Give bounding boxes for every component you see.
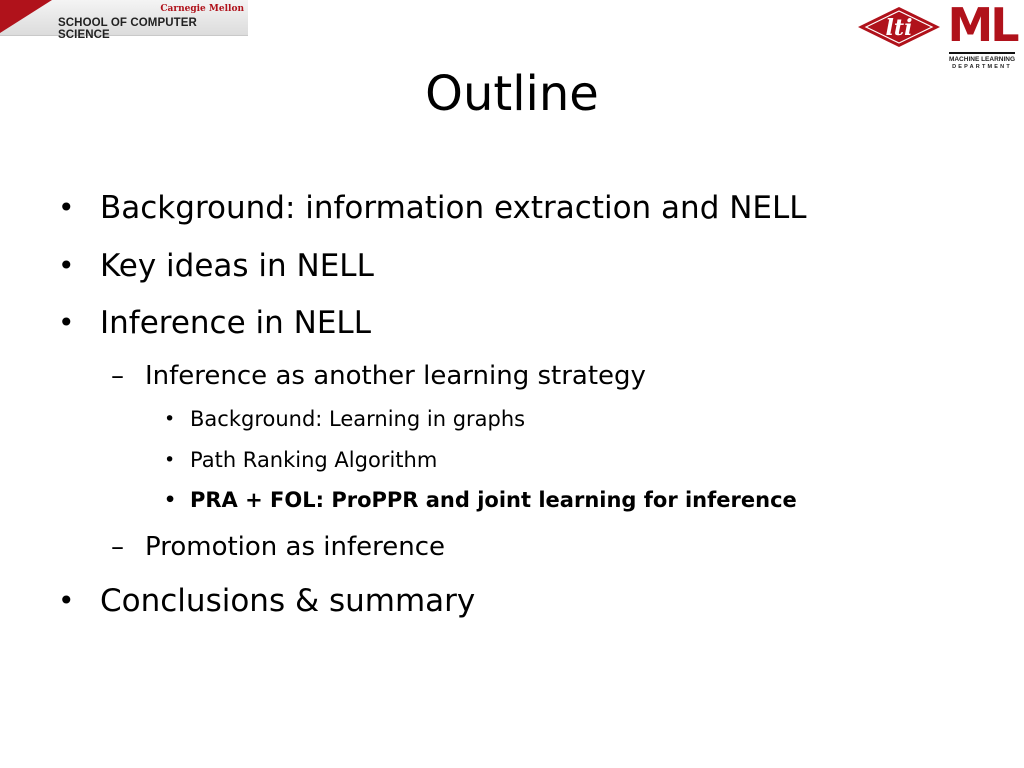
bullet-marker-icon: • [164, 449, 176, 471]
ml-logo-divider [949, 52, 1015, 54]
school-name: SCHOOL OF COMPUTER SCIENCE [58, 17, 197, 41]
lti-logo-icon [856, 5, 942, 49]
sub-sub-bullet-item [164, 488, 797, 512]
university-name: Carnegie Mellon [160, 4, 244, 14]
bullet-text: Background: information extraction and NELL [100, 190, 807, 226]
bullet-text: Conclusions & summary [100, 583, 476, 619]
slide-title: Outline [425, 66, 599, 122]
cmu-red-triangle-icon [0, 0, 52, 33]
bullet-marker-icon: • [164, 489, 177, 511]
bullet-marker-icon: • [58, 584, 75, 617]
sub-bullet-item [111, 361, 646, 391]
bullet-marker-icon: • [58, 306, 75, 339]
sub-sub-bullet-text: PRA + FOL: ProPPR and joint learning for inference [190, 488, 797, 512]
bullet-item [58, 305, 371, 341]
bullet-text: Key ideas in NELL [100, 248, 374, 284]
ml-department-logo-icon [946, 2, 1018, 72]
bullet-marker-icon: • [164, 408, 176, 430]
cmu-scs-banner [0, 0, 248, 41]
ml-logo-department: DEPARTMENT [952, 64, 1012, 70]
sub-sub-bullet-item [164, 407, 526, 431]
sub-sub-bullet-text: Path Ranking Algorithm [190, 448, 438, 472]
sub-bullet-text: Inference as another learning strategy [145, 361, 646, 391]
dash-marker-icon: – [111, 361, 124, 391]
bullet-marker-icon: • [58, 191, 75, 224]
ml-logo-letters: ML [947, 0, 1017, 52]
dash-marker-icon: – [111, 532, 124, 562]
sub-bullet-item [111, 532, 446, 562]
sub-bullet-text: Promotion as inference [145, 532, 446, 562]
bullet-text: Inference in NELL [100, 305, 371, 341]
sub-sub-bullet-item [164, 448, 438, 472]
sub-sub-bullet-text: Background: Learning in graphs [190, 407, 526, 431]
ml-logo-subtitle: MACHINE LEARNING [948, 56, 1016, 63]
bullet-item [58, 190, 807, 226]
bullet-marker-icon: • [58, 249, 75, 282]
lti-logo-text: lti [885, 15, 913, 41]
bullet-item [58, 583, 476, 619]
bullet-item [58, 248, 374, 284]
